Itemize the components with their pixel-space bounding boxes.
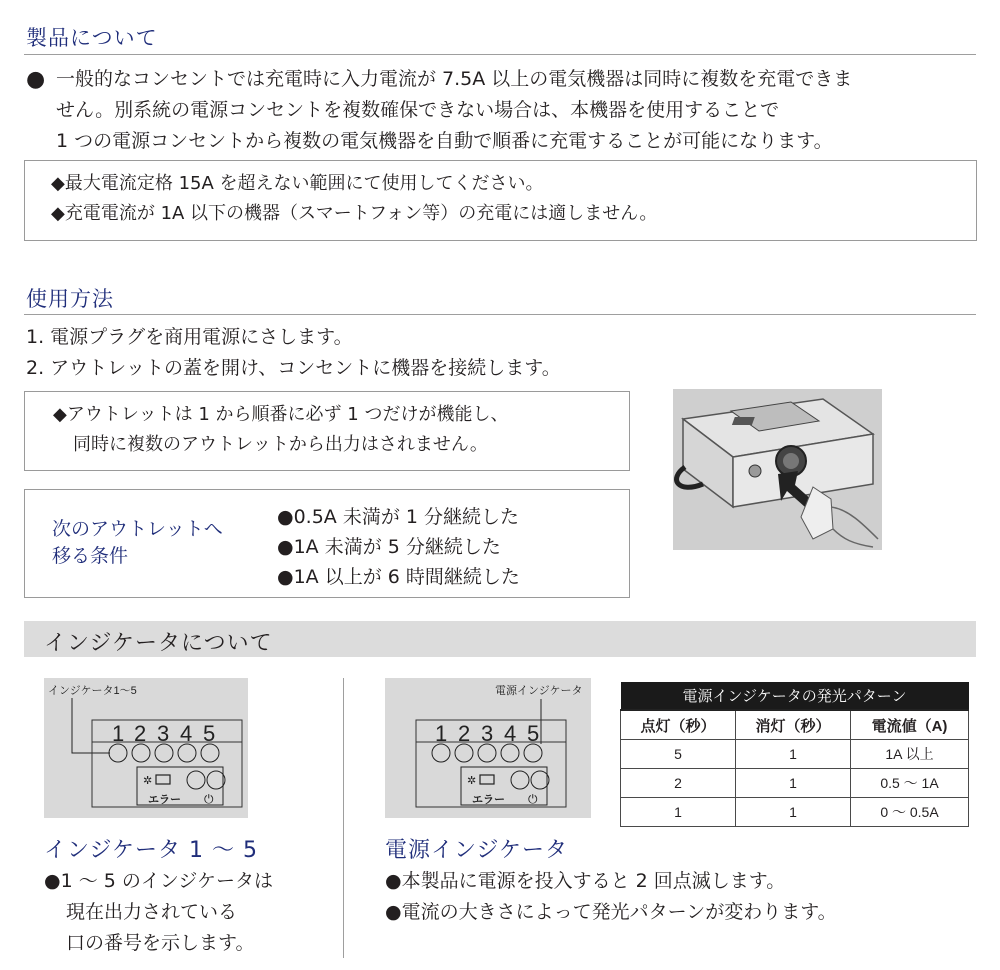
panel1-number: 5 bbox=[203, 721, 216, 746]
power-indicator-description bbox=[385, 866, 837, 928]
table-title: 電源インジケータの発光パターン bbox=[621, 682, 969, 710]
usage-heading: 使用方法 bbox=[26, 287, 114, 311]
table-cell: 5 bbox=[621, 740, 736, 769]
about-note: ◆最大電流定格 15A を超えない範囲にて使用してください。 bbox=[51, 173, 544, 194]
table-header: 電流値（A) bbox=[851, 710, 969, 740]
table-cell: 1 bbox=[736, 740, 851, 769]
power-indicator-title: 電源インジケータ bbox=[385, 838, 569, 863]
panel2-number: 5 bbox=[527, 721, 540, 746]
table-header-row bbox=[621, 710, 969, 740]
table-header: 点灯（秒） bbox=[621, 710, 736, 740]
table-row bbox=[621, 798, 969, 827]
bullet-dot-icon: ● bbox=[26, 67, 46, 92]
about-paragraph bbox=[56, 64, 852, 157]
about-note: ◆充電電流が 1A 以下の機器（スマートフォン等）の充電には適しません。 bbox=[51, 203, 658, 224]
indicator-1-5-title: インジケータ 1 〜 5 bbox=[44, 838, 258, 863]
table-cell: 1 bbox=[621, 798, 736, 827]
about-rule bbox=[24, 54, 976, 55]
about-paragraph-line: 1 つの電源コンセントから複数の電気機器を自動で順番に充電することが可能になります。 bbox=[56, 130, 833, 152]
panel2-number: 4 bbox=[504, 721, 517, 746]
indicator-1-5-line: 現在出力されている bbox=[66, 901, 238, 923]
usage-note-line: ◆アウトレットは 1 から順番に必ず 1 つだけが機能し、 bbox=[53, 404, 509, 425]
panel2-number: 1 bbox=[435, 721, 448, 746]
light-pattern-table bbox=[620, 682, 969, 827]
product-photo bbox=[673, 389, 882, 550]
about-paragraph-line: 一般的なコンセントでは充電時に入力電流が 7.5A 以上の電気機器は同時に複数を充電できま bbox=[56, 68, 853, 90]
condition-box bbox=[24, 489, 630, 598]
indicator-bar-title: インジケータについて bbox=[44, 631, 273, 656]
panel1-number: 4 bbox=[180, 721, 193, 746]
usage-steps bbox=[26, 322, 561, 384]
column-divider bbox=[343, 678, 344, 958]
condition-label-line: 移る条件 bbox=[52, 545, 129, 567]
about-notes-box bbox=[24, 160, 977, 241]
panel2-number: 2 bbox=[458, 721, 471, 746]
table-cell: 2 bbox=[621, 769, 736, 798]
table-row bbox=[621, 740, 969, 769]
panel1-number: 3 bbox=[157, 721, 170, 746]
usage-note-line: 同時に複数のアウトレットから出力はされません。 bbox=[73, 434, 488, 455]
power-icon: ⏻ bbox=[204, 792, 214, 806]
power-indicator-line: ●本製品に電源を投入すると 2 回点滅します。 bbox=[385, 870, 786, 892]
condition-item: ●1A 未満が 5 分継続した bbox=[277, 536, 501, 558]
table-header: 消灯（秒） bbox=[736, 710, 851, 740]
panel2-label: 電源インジケータ bbox=[495, 685, 583, 697]
indicator-panel-diagram bbox=[44, 678, 248, 818]
table-cell: 0.5 〜 1A bbox=[851, 769, 969, 798]
condition-item: ●1A 以上が 6 時間継続した bbox=[277, 566, 520, 588]
panel1-error-label: エラー bbox=[148, 794, 181, 806]
condition-list bbox=[277, 502, 520, 592]
product-photo-illustration bbox=[673, 389, 882, 550]
power-indicator-diagram bbox=[385, 678, 591, 818]
table-cell: 1 bbox=[736, 798, 851, 827]
table-row bbox=[621, 769, 969, 798]
about-paragraph-line: せん。別系統の電源コンセントを複数確保できない場合は、本機器を使用することで bbox=[56, 99, 780, 121]
usage-step: 1. 電源プラグを商用電源にさします。 bbox=[26, 326, 353, 348]
indicator-1-5-line: ●1 〜 5 のインジケータは bbox=[44, 870, 274, 892]
table-cell: 1A 以上 bbox=[851, 740, 969, 769]
table-cell: 0 〜 0.5A bbox=[851, 798, 969, 827]
error-symbol-icon: ✲ bbox=[143, 774, 153, 787]
condition-label-line: 次のアウトレットへ bbox=[52, 518, 223, 540]
condition-item: ●0.5A 未満が 1 分継続した bbox=[277, 506, 519, 528]
power-icon: ⏻ bbox=[528, 792, 538, 806]
error-symbol-icon: ✲ bbox=[467, 774, 477, 787]
panel1-label: インジケータ1〜5 bbox=[48, 685, 137, 697]
indicator-panel-1-5 bbox=[44, 678, 248, 818]
power-indicator-line: ●電流の大きさによって発光パターンが変わります。 bbox=[385, 901, 837, 923]
condition-label bbox=[52, 516, 223, 570]
indicator-bar bbox=[24, 621, 976, 657]
indicator-1-5-description bbox=[44, 866, 273, 959]
panel2-error-label: エラー bbox=[472, 794, 505, 806]
power-indicator-panel bbox=[385, 678, 591, 818]
usage-step: 2. アウトレットの蓋を開け、コンセントに機器を接続します。 bbox=[26, 357, 561, 379]
about-heading: 製品について bbox=[26, 26, 158, 50]
panel2-number: 3 bbox=[481, 721, 494, 746]
table-cell: 1 bbox=[736, 769, 851, 798]
panel1-number: 1 bbox=[112, 721, 125, 746]
usage-note-box bbox=[24, 391, 630, 471]
indicator-1-5-line: 口の番号を示します。 bbox=[66, 932, 255, 954]
usage-rule bbox=[24, 314, 976, 315]
panel1-number: 2 bbox=[134, 721, 147, 746]
light-pattern-table-wrap bbox=[620, 682, 969, 827]
